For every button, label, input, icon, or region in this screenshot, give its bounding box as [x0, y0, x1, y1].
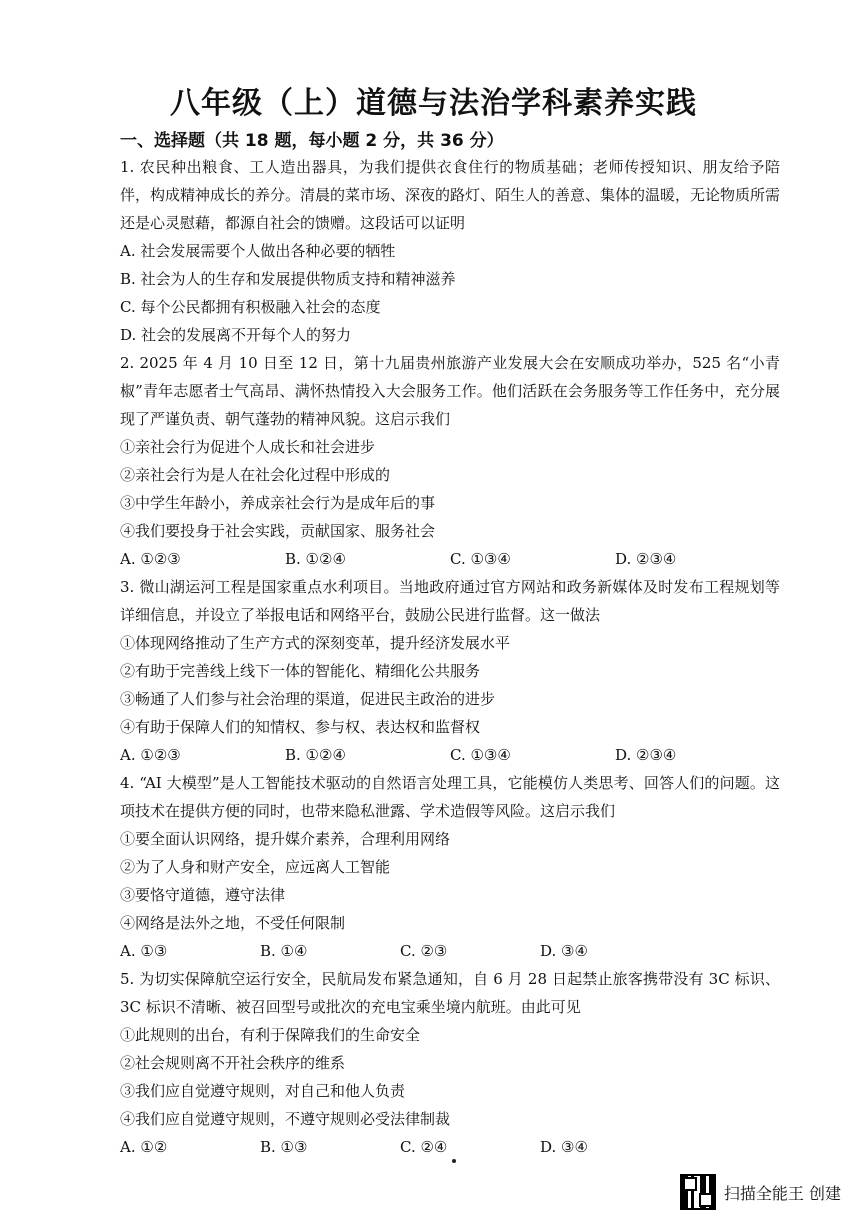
question-list: [120, 153, 780, 1161]
page-title: 八年级（上）道德与法治学科素养实践: [170, 86, 697, 121]
answer-option: A. ①③: [120, 942, 168, 960]
statement-item: ①亲社会行为促进个人成长和社会进步: [120, 438, 376, 456]
statement-item: ②社会规则离不开社会秩序的维系: [120, 1054, 346, 1072]
answer-option: B. ①②④: [285, 550, 346, 568]
answer-options: [120, 545, 780, 573]
answer-option: B. ①③: [260, 1138, 308, 1156]
answer-option: D. ③④: [540, 942, 588, 960]
question-5: [120, 965, 780, 1161]
question-stem: 5. 为切实保障航空运行安全，民航局发布紧急通知，自 6 月 28 日起禁止旅客携带没有 3C 标识、3C 标识不清晰、被召回型号或批次的充电宝乘坐境内航班。由此可见: [120, 970, 780, 1016]
qr-code-icon: [680, 1174, 716, 1210]
statement-item: ②为了人身和财产安全，应远离人工智能: [120, 858, 391, 876]
question-stem: 4. “AI 大模型”是人工智能技术驱动的自然语言处理工具，它能模仿人类思考、回答人们的问题。这项技术在提供方便的同时，也带来隐私泄露、学术造假等风险。这启示我们: [120, 774, 780, 820]
answer-option: D. ②③④: [615, 550, 677, 568]
statement-item: ①要全面认识网络，提升媒介素养，合理利用网络: [120, 830, 451, 848]
question-stem: 2. 2025 年 4 月 10 日至 12 日，第十九届贵州旅游产业发展大会在安顺成功举办，525 名“小青椒”青年志愿者士气高昂、满怀热情投入大会服务工作。他们活跃在会务服务等工作任务中，充分展现了严谨负责、朝气蓬勃的精神风貌。这启示我们: [120, 354, 780, 428]
watermark-text: 扫描全能王 创建: [723, 1183, 841, 1203]
statement-item: ②亲社会行为是人在社会化过程中形成的: [120, 466, 391, 484]
answer-option: A. ①②③: [120, 550, 181, 568]
answer-option: B. 社会为人的生存和发展提供物质支持和精神滋养: [120, 270, 456, 288]
statement-item: ①体现网络推动了生产方式的深刻变革，提升经济发展水平: [120, 634, 511, 652]
statement-item: ④有助于保障人们的知情权、参与权、表达权和监督权: [120, 718, 481, 736]
answer-options: [120, 937, 780, 965]
statement-item: ③要恪守道德，遵守法律: [120, 886, 286, 904]
question-4: [120, 769, 780, 965]
question-2: [120, 349, 780, 573]
question-3: [120, 573, 780, 769]
statement-item: ④网络是法外之地，不受任何限制: [120, 914, 346, 932]
page-dot: [452, 1159, 456, 1163]
statement-item: ③畅通了人们参与社会治理的渠道，促进民主政治的进步: [120, 690, 496, 708]
statement-item: ③中学生年龄小，养成亲社会行为是成年后的事: [120, 494, 436, 512]
question-stem: 1. 农民种出粮食、工人造出器具，为我们提供衣食住行的物质基础；老师传授知识、朋友给予陪伴，构成精神成长的养分。清晨的菜市场、深夜的路灯、陌生人的善意、集体的温暖，无论物质所需还是心灵慰藉，都源自社会的馈赠。这段话可以证明: [120, 158, 781, 232]
question-1: [120, 153, 780, 349]
statement-item: ③我们应自觉遵守规则，对自己和他人负责: [120, 1082, 406, 1100]
answer-option: B. ①④: [260, 942, 308, 960]
answer-option: B. ①②④: [285, 746, 346, 764]
answer-options: [120, 1133, 780, 1161]
statement-item: ④我们要投身于社会实践，贡献国家、服务社会: [120, 522, 436, 540]
answer-option: D. ②③④: [615, 746, 677, 764]
answer-option: C. ②④: [400, 1138, 448, 1156]
answer-option: C. ②③: [400, 942, 448, 960]
answer-option: D. ③④: [540, 1138, 588, 1156]
answer-option: C. 每个公民都拥有积极融入社会的态度: [120, 298, 381, 316]
answer-option: D. 社会的发展离不开每个人的努力: [120, 326, 352, 344]
answer-option: A. ①②③: [120, 746, 181, 764]
answer-option: A. ①②: [120, 1138, 168, 1156]
statement-item: ④我们应自觉遵守规则，不遵守规则必受法律制裁: [120, 1110, 451, 1128]
section-heading: 一、选择题（共 18 题，每小题 2 分，共 36 分）: [120, 131, 504, 151]
statement-item: ①此规则的出台，有利于保障我们的生命安全: [120, 1026, 421, 1044]
scanner-watermark: [680, 1174, 841, 1210]
answer-options: [120, 741, 780, 769]
question-stem: 3. 微山湖运河工程是国家重点水利项目。当地政府通过官方网站和政务新媒体及时发布工程规划等详细信息，并设立了举报电话和网络平台，鼓励公民进行监督。这一做法: [120, 578, 780, 624]
answer-option: A. 社会发展需要个人做出各种必要的牺牲: [120, 242, 396, 260]
answer-option: C. ①③④: [450, 550, 511, 568]
answer-option: C. ①③④: [450, 746, 511, 764]
statement-item: ②有助于完善线上线下一体的智能化、精细化公共服务: [120, 662, 481, 680]
